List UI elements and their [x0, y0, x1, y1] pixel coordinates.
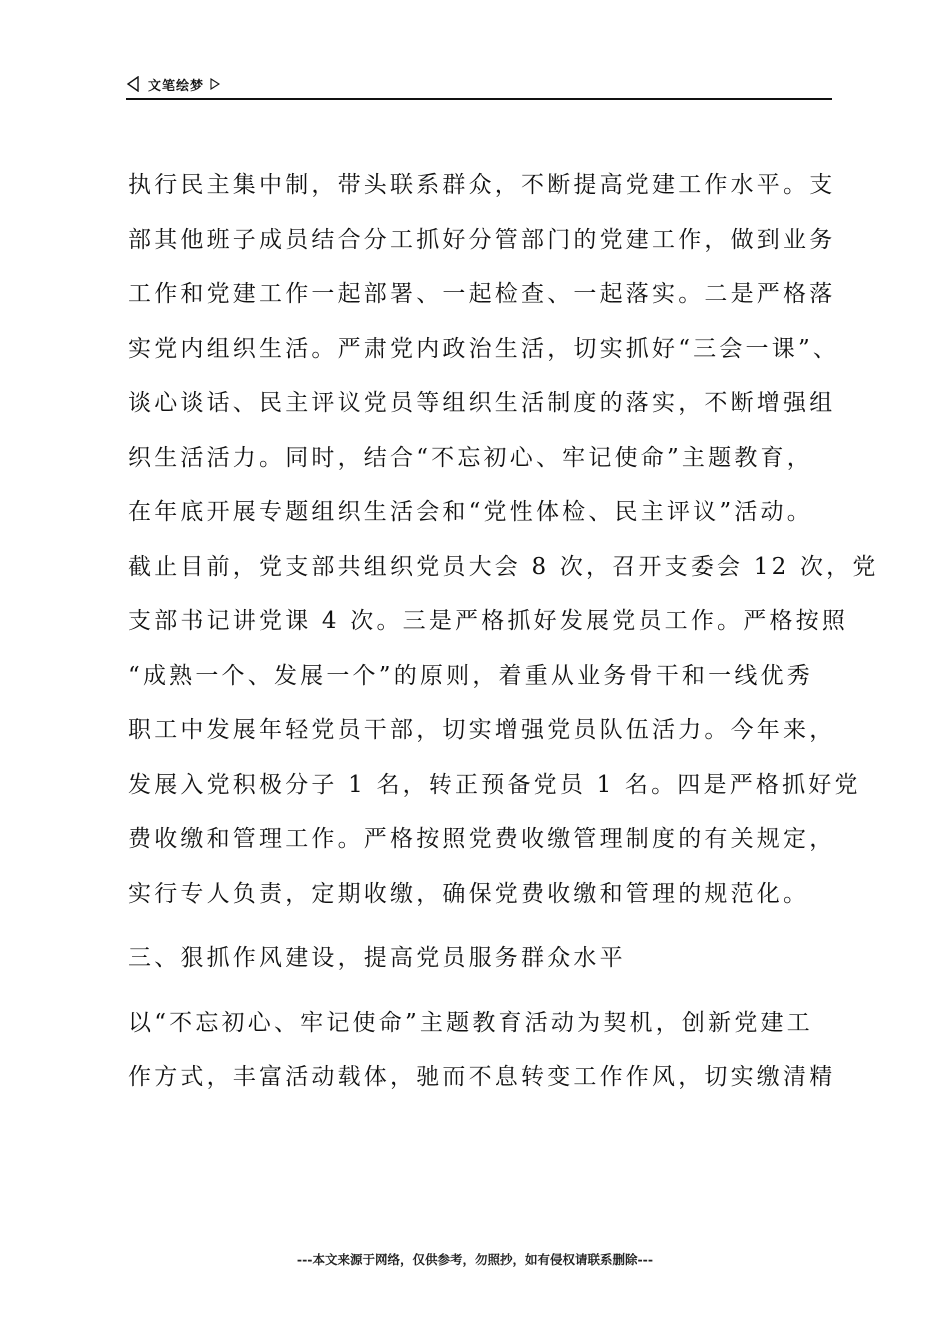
- footer-disclaimer: ---本文来源于网络，仅供参考，勿照抄，如有侵权请联系删除---: [296, 1252, 654, 1267]
- body-line: 谈心谈话、民主评议党员等组织生活制度的落实，不断增强组: [128, 390, 836, 416]
- document-body: [128, 158, 879, 1105]
- body-line: 实行专人负责，定期收缴，确保党费收缴和管理的规范化。: [128, 880, 810, 907]
- body-line: 在年底开展专题组织生活会和“党性体检、民主评议”活动。: [128, 499, 813, 525]
- triangle-left-outline-icon: [126, 76, 140, 92]
- body-line: 发展入党积极分子 1 名，转正预备党员 1 名。四是严格抓好党: [128, 771, 861, 798]
- triangle-right-outline-icon: [210, 78, 220, 90]
- paragraph-gap: [128, 986, 828, 996]
- paragraph-gap: [128, 921, 828, 931]
- body-line: 工作和党建工作一起部署、一起检查、一起落实。二是严格落: [128, 281, 836, 307]
- header-brand: 文笔绘梦: [148, 78, 205, 94]
- body-line: 以“不忘初心、牢记使命”主题教育活动为契机，创新党建工: [128, 1009, 813, 1036]
- page-header: [126, 74, 832, 100]
- section-heading: 三、狠抓作风建设，提高党员服务群众水平: [128, 945, 626, 971]
- body-line: 作方式，丰富活动载体，驰而不息转变工作作风，切实缴清精: [128, 1064, 836, 1090]
- body-line: 实党内组织生活。严肃党内政治生活，切实抓好“三会一课”、: [128, 335, 840, 362]
- body-line: 截止目前，党支部共组织党员大会 8 次，召开支委会 12 次，党: [128, 553, 879, 580]
- body-line: 费收缴和管理工作。严格按照党费收缴管理制度的有关规定，: [128, 826, 836, 852]
- body-line: 执行民主集中制，带头联系群众，不断提高党建工作水平。支: [128, 172, 836, 198]
- body-line: 职工中发展年轻党员干部，切实增强党员队伍活力。今年来，: [128, 717, 836, 743]
- body-line: 部其他班子成员结合分工抓好分管部门的党建工作，做到业务: [128, 226, 836, 253]
- body-line: “成熟一个、发展一个”的原则，着重从业务骨干和一线优秀: [128, 662, 813, 689]
- body-line: 支部书记讲党课 4 次。三是严格抓好发展党员工作。严格按照: [128, 608, 849, 634]
- header-brand-row: [126, 74, 220, 94]
- body-line: 织生活活力。同时，结合“不忘初心、牢记使命”主题教育，: [128, 444, 813, 471]
